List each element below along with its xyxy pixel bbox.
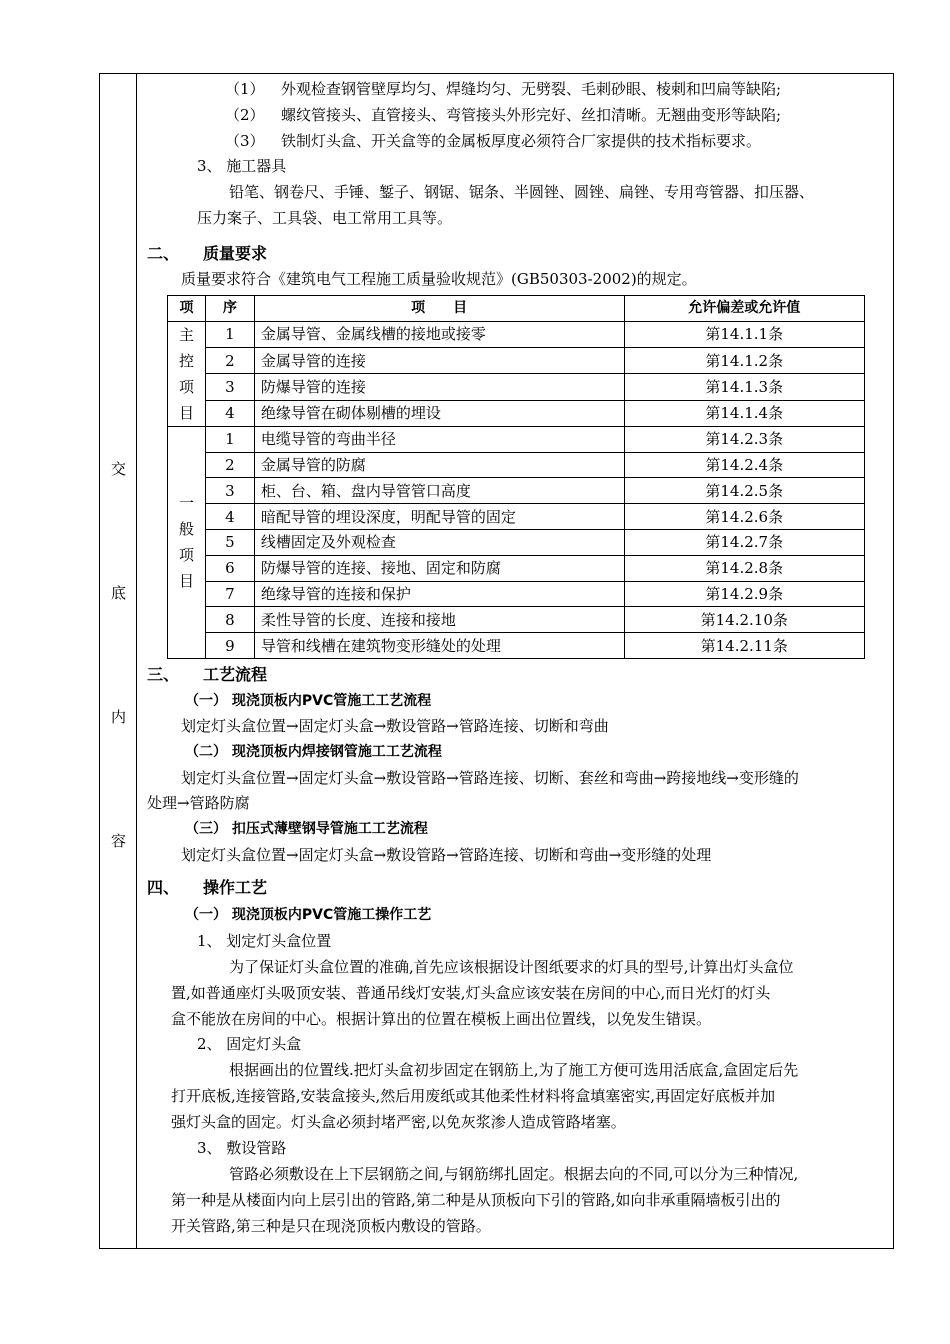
document-frame	[99, 73, 894, 1249]
intro-item-2	[225, 105, 781, 125]
row-value: 第14.2.3条	[624, 426, 865, 452]
row-item: 电缆导管的弯曲半径	[254, 426, 624, 452]
process-subheading-3: （三） 扣压式薄壁钢导管施工工艺流程	[185, 821, 428, 837]
table-row	[168, 633, 865, 659]
row-value: 第14.2.9条	[624, 581, 865, 607]
row-item: 导管和线槽在建筑物变形缝处的处理	[254, 633, 624, 659]
row-value: 第14.1.1条	[624, 321, 865, 347]
item-text: 外观检查钢管壁厚均匀、焊缝均匀、无劈裂、毛刺砂眼、棱刺和凹扁等缺陷;	[281, 80, 782, 98]
table-row	[168, 607, 865, 633]
row-value: 第14.1.3条	[624, 374, 865, 400]
row-no: 5	[205, 529, 254, 555]
table-row	[168, 504, 865, 530]
section-title: 工艺流程	[203, 665, 268, 684]
tools-line: 压力案子、工具袋、电工常用工具等。	[197, 209, 453, 227]
table-row	[168, 400, 865, 426]
row-value: 第14.2.11条	[624, 633, 865, 659]
left-label-char: 容	[110, 832, 126, 850]
step-3-paragraph: 开关管路,第三种是只在现浇顶板内敷设的管路。	[171, 1217, 491, 1235]
row-no: 8	[205, 607, 254, 633]
item-number: （2）	[225, 106, 265, 124]
row-no: 2	[205, 452, 254, 478]
intro-item-3	[225, 131, 761, 151]
left-label-char: 底	[110, 584, 126, 602]
step-1-paragraph: 为了保证灯头盒位置的准确,首先应该根据设计图纸要求的灯具的型号,计算出灯头盒位	[229, 958, 794, 976]
row-no: 6	[205, 555, 254, 581]
row-no: 9	[205, 633, 254, 659]
step-1-heading: 1、 划定灯头盒位置	[197, 932, 332, 950]
step-3-paragraph: 管路必须敷设在上下层钢筋之间,与钢筋绑扎固定。根据去向的不同,可以分为三种情况,	[229, 1165, 799, 1183]
left-label-char: 交	[110, 460, 126, 478]
section-2-heading	[147, 244, 267, 264]
row-item: 线槽固定及外观检查	[254, 529, 624, 555]
table-row	[168, 555, 865, 581]
header-item: 项 目	[254, 296, 624, 322]
section-3-heading	[147, 665, 267, 685]
tools-heading: 3、 施工器具	[197, 157, 287, 175]
table-row	[168, 581, 865, 607]
row-item: 柜、台、箱、盘内导管管口高度	[254, 478, 624, 504]
section-title: 操作工艺	[203, 878, 268, 897]
general-items-label	[168, 426, 206, 658]
step-2-heading: 2、 固定灯头盒	[197, 1035, 302, 1053]
table-row	[168, 321, 865, 347]
row-value: 第14.1.2条	[624, 348, 865, 374]
process-flow-1: 划定灯头盒位置→固定灯头盒→敷设管路→管路连接、切断和弯曲	[181, 717, 609, 735]
item-number: （1）	[225, 80, 265, 98]
table-row	[168, 374, 865, 400]
header-category: 项	[168, 296, 206, 322]
row-no: 4	[205, 400, 254, 426]
section-number: 四、	[147, 878, 180, 897]
item-number: （3）	[225, 132, 265, 150]
row-value: 第14.2.6条	[624, 504, 865, 530]
quality-table	[167, 295, 865, 659]
row-value: 第14.2.7条	[624, 529, 865, 555]
row-item: 暗配导管的埋设深度，明配导管的固定	[254, 504, 624, 530]
row-value: 第14.2.5条	[624, 478, 865, 504]
row-item: 绝缘导管的连接和保护	[254, 581, 624, 607]
step-1-paragraph: 置,如普通座灯头吸顶安装、普通吊线灯安装,灯头盒应该安装在房间的中心,而日光灯的灯头	[171, 984, 771, 1002]
label-char: 般	[178, 520, 194, 539]
main-control-label	[168, 321, 206, 426]
row-no: 4	[205, 504, 254, 530]
table-row	[168, 452, 865, 478]
tools-line: 铅笔、钢卷尺、手锤、錾子、钢锯、锯条、半圆锉、圆锉、扁锉、专用弯管器、扣压器、	[229, 183, 815, 201]
step-2-paragraph: 根据画出的位置线.把灯头盒初步固定在钢筋上,为了施工方便可选用活底盒,盒固定后先	[229, 1061, 799, 1079]
left-label-column	[100, 74, 137, 1248]
label-char: 项	[178, 377, 194, 396]
table-row	[168, 529, 865, 555]
quality-description: 质量要求符合《建筑电气工程施工质量验收规范》(GB50303-2002)的规定。	[181, 270, 697, 288]
row-item: 金属导管的防腐	[254, 452, 624, 478]
table-row	[168, 478, 865, 504]
step-3-heading: 3、 敷设管路	[197, 1139, 287, 1157]
row-item: 防爆导管的连接	[254, 374, 624, 400]
step-2-paragraph: 强灯头盒的固定。灯头盒必须封堵严密,以免灰浆渗人造成管路堵塞。	[171, 1113, 626, 1131]
step-3-paragraph: 第一种是从楼面内向上层引出的管路,第二种是从顶板向下引的管路,如向非承重隔墙板引出的	[171, 1191, 781, 1209]
step-1-paragraph: 盒不能放在房间的中心。根据计算出的位置在模板上画出位置线，以免发生错误。	[171, 1010, 712, 1028]
section-4-heading	[147, 878, 267, 898]
operation-subheading-1: （一） 现浇顶板内PVC管施工操作工艺	[185, 907, 432, 923]
section-title: 质量要求	[203, 244, 268, 263]
item-text: 螺纹管接头、直管接头、弯管接头外形完好、丝扣清晰。无翘曲变形等缺陷;	[281, 106, 782, 124]
row-value: 第14.2.4条	[624, 452, 865, 478]
intro-item-1	[225, 79, 781, 99]
row-value: 第14.1.4条	[624, 400, 865, 426]
row-item: 金属导管、金属线槽的接地或接零	[254, 321, 624, 347]
label-char: 目	[178, 403, 194, 422]
left-label-char: 内	[110, 708, 126, 726]
row-item: 柔性导管的长度、连接和接地	[254, 607, 624, 633]
item-text: 铁制灯头盒、开关盒等的金属板厚度必须符合厂家提供的技术指标要求。	[281, 132, 762, 150]
row-no: 3	[205, 478, 254, 504]
process-subheading-1: （一） 现浇顶板内PVC管施工工艺流程	[185, 693, 432, 709]
row-no: 7	[205, 581, 254, 607]
row-item: 金属导管的连接	[254, 348, 624, 374]
row-item: 防爆导管的连接、接地、固定和防腐	[254, 555, 624, 581]
label-char: 一	[178, 494, 194, 513]
table-row	[168, 426, 865, 452]
section-number: 二、	[147, 244, 180, 263]
label-char: 控	[178, 351, 194, 370]
row-no: 1	[205, 426, 254, 452]
process-flow-2-cont: 处理→管路防腐	[147, 794, 250, 812]
process-flow-3: 划定灯头盒位置→固定灯头盒→敷设管路→管路连接、切断和弯曲→变形缝的处理	[181, 846, 712, 864]
row-item: 绝缘导管在砌体剔槽的埋设	[254, 400, 624, 426]
step-2-paragraph: 打开底板,连接管路,安装盒接头,然后用废纸或其他柔性材料将盒填塞密实,再固定好底板并加	[171, 1087, 776, 1105]
header-value: 允许偏差或允许值	[624, 296, 865, 322]
content-area	[137, 74, 893, 1248]
row-value: 第14.2.10条	[624, 607, 865, 633]
label-char: 主	[178, 325, 194, 344]
header-no: 序	[205, 296, 254, 322]
row-no: 2	[205, 348, 254, 374]
section-number: 三、	[147, 665, 180, 684]
table-header-row	[168, 296, 865, 322]
row-no: 1	[205, 321, 254, 347]
row-no: 3	[205, 374, 254, 400]
process-flow-2: 划定灯头盒位置→固定灯头盒→敷设管路→管路连接、切断、套丝和弯曲→跨接地线→变形缝的	[181, 769, 799, 787]
label-char: 目	[178, 572, 194, 591]
label-char: 项	[178, 546, 194, 565]
process-subheading-2: （二） 现浇顶板内焊接钢管施工工艺流程	[185, 744, 442, 760]
row-value: 第14.2.8条	[624, 555, 865, 581]
table-row	[168, 348, 865, 374]
